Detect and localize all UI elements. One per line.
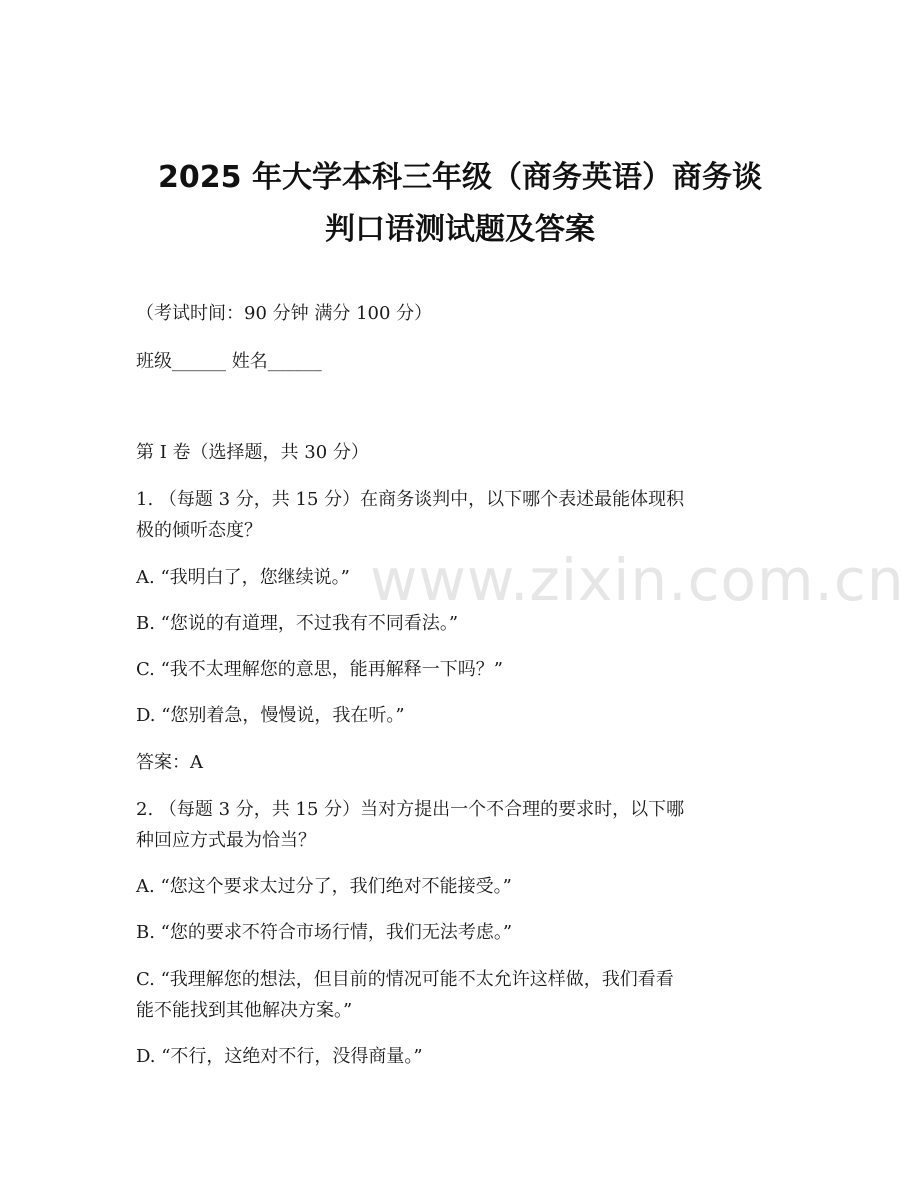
question-2-option-b: B. “您的要求不符合市场行情，我们无法考虑。” (136, 922, 513, 943)
question-2-stem-line2: 种回应方式最为恰当？ (136, 830, 316, 851)
question-2-option-c-line2: 能不能找到其他解决方案。” (136, 1000, 353, 1021)
question-1-option-c: C. “我不太理解您的意思，能再解释一下吗？” (136, 659, 503, 680)
question-1-option-d: D. “您别着急，慢慢说，我在听。” (136, 705, 405, 726)
document-title-line2: 判口语测试题及答案 (325, 212, 595, 247)
document-title-line1: 2025 年大学本科三年级（商务英语）商务谈 (158, 160, 762, 195)
question-1-stem-line1: 1. （每题 3 分，共 15 分）在商务谈判中，以下哪个表述最能体现积 (136, 489, 685, 510)
question-2-option-a: A. “您这个要求太过分了，我们绝对不能接受。” (136, 876, 512, 897)
question-2-option-c-line1: C. “我理解您的想法，但目前的情况可能不太允许这样做，我们看看 (136, 969, 674, 990)
question-1-option-a: A. “我明白了，您继续说。” (136, 567, 350, 588)
section-header: 第 I 卷（选择题，共 30 分） (136, 442, 369, 463)
question-1-option-b: B. “您说的有道理，不过我有不同看法。” (136, 613, 459, 634)
question-1-answer: 答案：A (136, 752, 203, 773)
question-1-stem-line2: 极的倾听态度？ (136, 520, 262, 541)
watermark: www.zixin.com.cn (370, 546, 905, 614)
question-2-option-d: D. “不行，这绝对不行，没得商量。” (136, 1046, 423, 1067)
question-2-stem-line1: 2. （每题 3 分，共 15 分）当对方提出一个不合理的要求时，以下哪 (136, 799, 685, 820)
class-name-fill-in: 班级______ 姓名______ (136, 351, 322, 372)
exam-info: （考试时间：90 分钟 满分 100 分） (136, 303, 433, 324)
